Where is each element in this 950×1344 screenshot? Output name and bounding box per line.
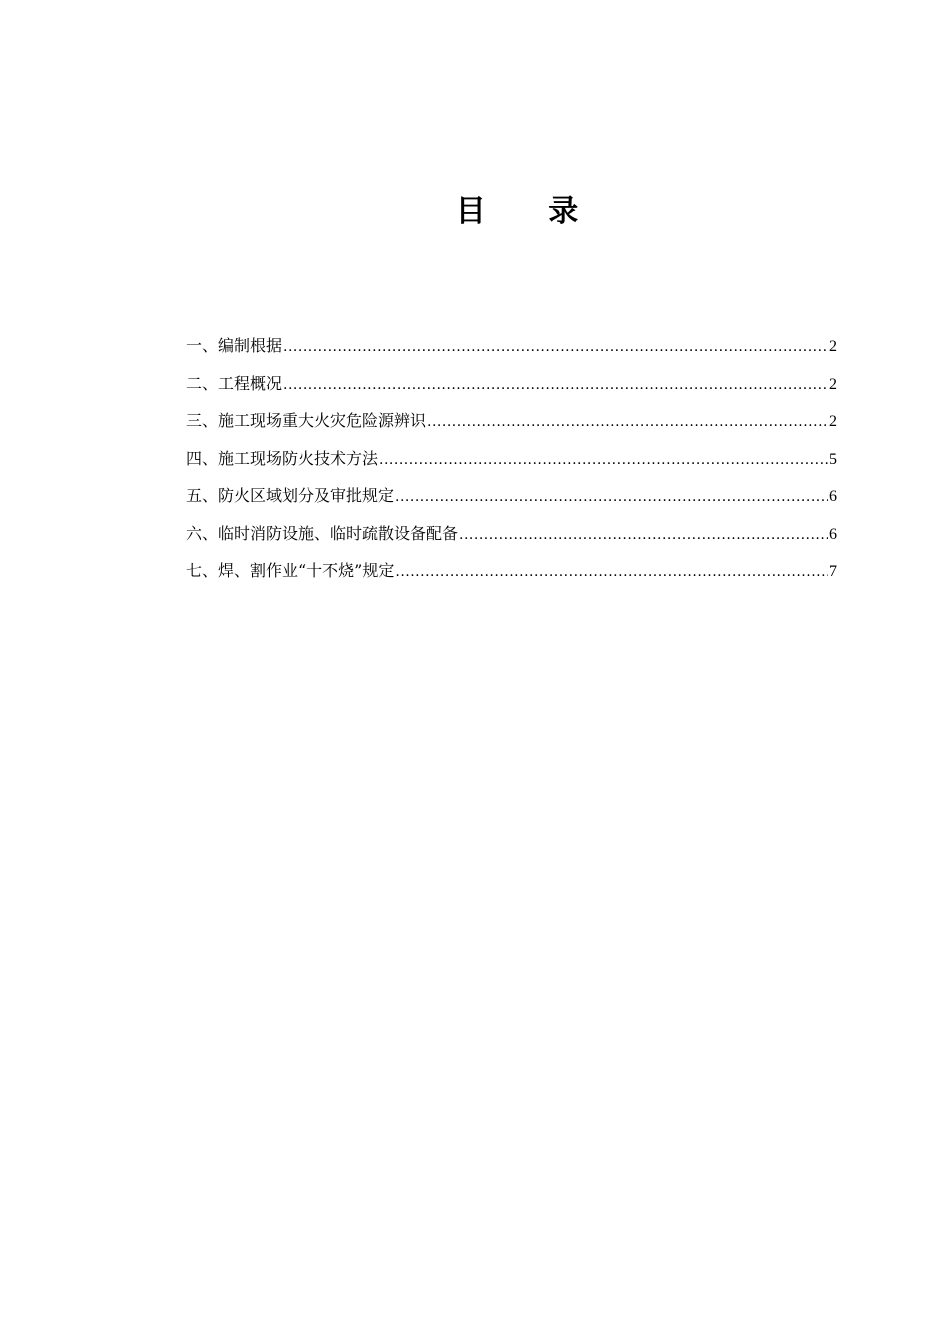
toc-entry-label: 五、防火区域划分及审批规定 — [186, 486, 395, 505]
toc-list — [186, 327, 837, 590]
toc-entry[interactable] — [186, 365, 837, 403]
toc-entry[interactable] — [186, 515, 837, 553]
toc-entry-page: 2 — [829, 375, 837, 393]
toc-entry-label: 三、施工现场重大火灾危险源辨识 — [186, 411, 427, 430]
toc-dot-leader — [459, 517, 828, 555]
toc-entry[interactable] — [186, 402, 837, 440]
toc-dot-leader — [395, 554, 828, 592]
toc-entry-page: 6 — [829, 525, 837, 543]
toc-entry-page: 2 — [829, 413, 837, 430]
toc-dot-leader — [283, 367, 828, 405]
toc-entry-label: 一、编制根据 — [186, 336, 283, 355]
toc-dot-leader — [283, 329, 828, 367]
toc-dot-leader — [427, 404, 828, 442]
toc-entry-label: 七、焊、割作业“十不烧”规定 — [186, 561, 395, 580]
toc-entry-label: 四、施工现场防火技术方法 — [186, 448, 379, 468]
toc-entry[interactable] — [186, 327, 837, 365]
toc-entry[interactable] — [186, 552, 837, 590]
toc-entry-page: 2 — [829, 338, 837, 355]
toc-dot-leader — [379, 442, 828, 480]
toc-entry[interactable] — [186, 440, 837, 478]
toc-title: 目 录 — [455, 194, 605, 229]
toc-entry-label: 六、临时消防设施、临时疏散设备配备 — [186, 523, 459, 543]
toc-dot-leader — [395, 479, 828, 517]
toc-entry-page: 7 — [829, 563, 837, 580]
toc-entry-page: 5 — [829, 450, 837, 468]
toc-entry-label: 二、工程概况 — [186, 373, 283, 393]
toc-entry[interactable] — [186, 477, 837, 515]
toc-entry-page: 6 — [829, 488, 837, 505]
